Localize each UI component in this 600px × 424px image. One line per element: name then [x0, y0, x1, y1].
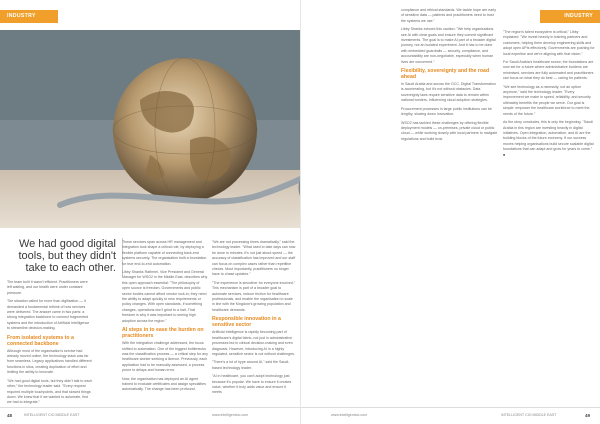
paragraph: For Saudi Arabia's healthcare sector, the foundations are now set for a future where administrative burdens are minimised, services are fully automated and practitioners can focus on what they do best — caring for patients. [503, 60, 594, 81]
right-page [300, 0, 600, 424]
paragraph: "We see technology as a necessity, not an option anymore," said the technology leader. "Every improvement we make in speed, reliability, and security ultimately benefits the people we serve. Our goal is simple: empower the healthcare workforce to meet the needs of the future." [503, 84, 591, 116]
globe-stethoscope-photo [0, 30, 300, 228]
right-col-2 [503, 30, 595, 161]
paragraph: The situation called for more than digitisation — it demanded a fundamental rethink of how services were delivered. The answer came in two parts: a strong integration backbone to connect fragmented systems and the introduction of Artificial Intelligence to streamline decision-making. [7, 299, 90, 331]
paragraph: WSO2 has tackled these challenges by offering flexible deployment models — on-premises, private cloud or public cloud — while working closely with local partners to navigate regulations and build trust. [401, 120, 498, 141]
right-col-1 [401, 8, 499, 145]
paragraph: With the integration challenge addressed, the focus shifted to automation. One of the biggest bottlenecks was the classification process — a critical step for any healthcare worker seeking a licence. Previously, each application had to be manually assessed, a process prone to delays and human error. [122, 341, 208, 373]
pull-quote-headline: We had good digital tools, but they didn't take to each other. [18, 238, 116, 274]
section-tab-left: INDUSTRY WATCH [0, 10, 58, 23]
paragraph: "The region's talent ecosystem is critical," Libby explained. "We invest heavily in training partners and customers, helping them develop engineering skills and adopt open APIs effectively. Governments are pushing for local expertise and we're aligning with that vision." [503, 30, 595, 56]
website-url: www.intelligentcio.com [331, 413, 368, 417]
paragraph: Artificial Intelligence is rapidly becoming part of healthcare's digital fabric, not just in administrative processes but in clinical decision-making and even diagnosis. However, introducing AI in a highly regulated, sensitive sector is not without challenges. [212, 330, 295, 356]
page-number: 49 [585, 413, 591, 418]
paragraph: "The experience is smoother for everyone involved." This mechanism is part of a broader goal to automate services, reduce friction for healthcare professionals, and enable the organisation to scale in line with the Kingdom's growing population and healthcare demands. [212, 280, 296, 312]
left-col-3 [212, 240, 296, 399]
page-number: 48 [7, 413, 13, 418]
website-url: www.intelligentcio.com [212, 413, 249, 417]
paragraph: "There's a lot of hype around AI," said the Saudi-based technology leader. [212, 360, 290, 370]
publication-name: INTELLIGENT CIO MIDDLE EAST [24, 413, 80, 417]
paragraph: compliance and ethical standards. We tackle hope are early of sensitive data — patients and practitioners need to trust the systems we use." [401, 8, 497, 23]
paragraph: Libby Shanks echoed this caution: "We help organisations see AI with clear goals and ensure they commit significant investments. The goal is to make AI part of a broader digital journey, not an isolated experiment. And it has to be done with embedded guardrails — security, compliance, and accountability are non-negotiable, especially when human lives are concerned." [401, 27, 496, 64]
subheading: From isolated systems to a connected backbone [7, 334, 74, 347]
paragraph: As the story concludes, this is only the beginning. "Saudi Arabia in this region are investing heavily in digital initiatives. Open integration, automation, and AI are the building blocks of the future economy. If our success moves helping organisations build secure scalable digital foundations that can adapt and grow for years to come." ■ [503, 120, 594, 157]
left-footer [0, 407, 300, 424]
subheading: Responsible innovation in a sensitive sector [212, 316, 281, 329]
paragraph: Libby Shanks Rathmel, Vice President and General Manager for WSO2 in the Middle East, describes why this open approach essential: "The philosophy of open source is freedom. Governments and public sector bodies cannot afford vendor lock-in; they need the ability to adapt quickly to new requirements or policy changes. With open standards, if something changes, operations don't grind to a halt. That freedom is why it was important to seeing high adoption across the region." [122, 270, 208, 323]
paragraph: These services span across HR management and integration took shape a critical role, by deploying a flexible platform capable of connecting back-end systems securely. The organisation built a foundation for true end-to-end automation. [122, 240, 207, 266]
right-footer [301, 407, 600, 424]
publication-name: INTELLIGENT CIO MIDDLE EAST [501, 413, 557, 417]
paragraph: In Saudi Arabia and across the GCC, Digital Transformation is accelerating, but it's not without obstacles. Data sovereignty laws require sensitive data to remain within national borders, influencing cloud adoption strategies. [401, 82, 496, 103]
left-col-2 [122, 240, 208, 396]
paragraph: The team built it wasn't efficient. Practitioners were left waiting, and our health were under constant pressure. [7, 280, 88, 295]
subheading: Flexibility, sovereignty and the road ahead [401, 68, 490, 81]
paragraph: Procurement processes in large public institutions can be lengthy, slowing down innovation. [401, 106, 492, 117]
photo-illustration [0, 30, 300, 228]
paragraph: Now, the organisation has deployed an AI agent trained to evaluate certificates and assign specialties automatically. The change has been profound. [122, 376, 206, 392]
paragraph: Although most of the organisation's service had already moved online, the technology stack was far from seamless. Legacy applications handled different functions in silos, creating duplication of effort and limiting the ability to innovate. [7, 348, 92, 375]
subheading: AI steps in to ease the burden on practitioners [122, 327, 204, 340]
paragraph: "AI in healthcare, you can't adopt technology just because it's popular. We have to ensure it creates value, whether it truly adds value and ensure it meets [212, 374, 292, 395]
globe [113, 58, 257, 202]
paragraph: "We had good digital tools, but they didn't talk to each other," the technology leader said. "Every request required multiple touchpoints, and that slowed things down. We knew that if we wanted to automate, first we had to integrate." [7, 378, 93, 405]
paragraph: "We are not processing times dramatically," said the technology leader. "What used to take days can now be done in minutes. It's not just about speed — the accuracy of classification has improved and our staff can focus on complex cases rather than repetitive checks. Most importantly, practitioners no longer have to chase updates." [212, 240, 296, 277]
section-tab-right: INDUSTRY WATCH [540, 10, 600, 23]
left-col-1 [7, 280, 93, 409]
